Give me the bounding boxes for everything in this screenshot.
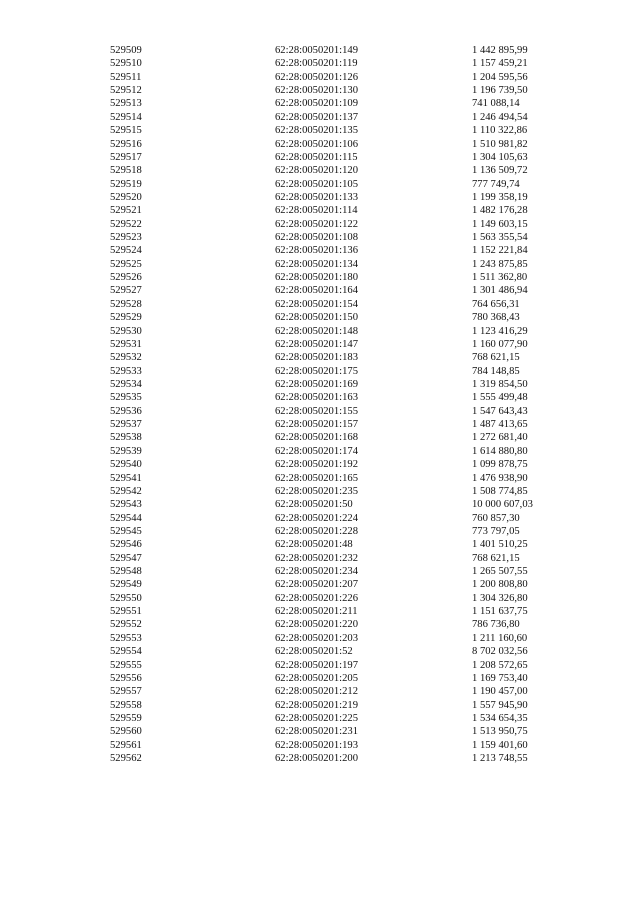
table-row (110, 44, 570, 57)
table-row (110, 124, 570, 137)
row-number: 529515 (110, 125, 142, 137)
cadastral-value: 784 148,85 (472, 365, 520, 377)
cadastral-value: 786 736,80 (472, 619, 520, 631)
table-row (110, 405, 570, 418)
row-number: 529536 (110, 405, 142, 417)
cadastral-value: 1 208 572,65 (472, 659, 528, 671)
cadastral-number: 62:28:0050201:52 (275, 646, 353, 658)
cadastral-number: 62:28:0050201:136 (275, 245, 358, 257)
cadastral-value: 1 169 753,40 (472, 672, 528, 684)
table-row (110, 485, 570, 498)
row-number: 529518 (110, 165, 142, 177)
cadastral-value: 1 246 494,54 (472, 111, 528, 123)
cadastral-value: 773 797,05 (472, 525, 520, 537)
table-row (110, 311, 570, 324)
cadastral-number: 62:28:0050201:105 (275, 178, 358, 190)
cadastral-number: 62:28:0050201:135 (275, 125, 358, 137)
row-number: 529546 (110, 539, 142, 551)
row-number: 529555 (110, 659, 142, 671)
cadastral-number: 62:28:0050201:224 (275, 512, 358, 524)
row-number: 529516 (110, 138, 142, 150)
cadastral-number: 62:28:0050201:200 (275, 753, 358, 765)
row-number: 529534 (110, 378, 142, 390)
table-row (110, 365, 570, 378)
table-row (110, 258, 570, 271)
table-row (110, 592, 570, 605)
cadastral-number: 62:28:0050201:169 (275, 378, 358, 390)
table-row (110, 632, 570, 645)
row-number: 529529 (110, 312, 142, 324)
cadastral-number: 62:28:0050201:148 (275, 325, 358, 337)
cadastral-number: 62:28:0050201:212 (275, 686, 358, 698)
cadastral-number: 62:28:0050201:137 (275, 111, 358, 123)
row-number: 529558 (110, 699, 142, 711)
cadastral-value: 1 304 105,63 (472, 151, 528, 163)
table-row (110, 685, 570, 698)
table-row (110, 725, 570, 738)
table-row (110, 191, 570, 204)
row-number: 529538 (110, 432, 142, 444)
row-number: 529553 (110, 632, 142, 644)
table-row (110, 672, 570, 685)
cadastral-value: 1 196 739,50 (472, 85, 528, 97)
cadastral-number: 62:28:0050201:205 (275, 672, 358, 684)
cadastral-value: 1 563 355,54 (472, 232, 528, 244)
cadastral-value: 1 211 160,60 (472, 632, 528, 644)
table-row (110, 472, 570, 485)
cadastral-number: 62:28:0050201:192 (275, 459, 358, 471)
row-number: 529510 (110, 58, 142, 70)
row-number: 529542 (110, 485, 142, 497)
cadastral-value: 1 136 509,72 (472, 165, 528, 177)
row-number: 529528 (110, 298, 142, 310)
table-row (110, 431, 570, 444)
table-row (110, 97, 570, 110)
table-row (110, 578, 570, 591)
cadastral-number: 62:28:0050201:193 (275, 739, 358, 751)
row-number: 529551 (110, 606, 142, 618)
row-number: 529535 (110, 392, 142, 404)
table-row (110, 525, 570, 538)
cadastral-value: 1 265 507,55 (472, 566, 528, 578)
table-row (110, 538, 570, 551)
table-row (110, 391, 570, 404)
table-row (110, 752, 570, 765)
table-row (110, 271, 570, 284)
table-row (110, 445, 570, 458)
cadastral-value: 1 149 603,15 (472, 218, 528, 230)
row-number: 529531 (110, 338, 142, 350)
table-row (110, 151, 570, 164)
row-number: 529562 (110, 753, 142, 765)
cadastral-number: 62:28:0050201:228 (275, 525, 358, 537)
table-row (110, 712, 570, 725)
cadastral-value: 1 213 748,55 (472, 753, 528, 765)
cadastral-value: 768 621,15 (472, 552, 520, 564)
cadastral-number: 62:28:0050201:48 (275, 539, 353, 551)
cadastral-value: 760 857,30 (472, 512, 520, 524)
cadastral-number: 62:28:0050201:155 (275, 405, 358, 417)
cadastral-value: 1 547 643,43 (472, 405, 528, 417)
cadastral-number: 62:28:0050201:126 (275, 71, 358, 83)
cadastral-value: 1 401 510,25 (472, 539, 528, 551)
cadastral-number: 62:28:0050201:115 (275, 151, 358, 163)
table-row (110, 218, 570, 231)
row-number: 529554 (110, 646, 142, 658)
row-number: 529560 (110, 726, 142, 738)
row-number: 529513 (110, 98, 142, 110)
cadastral-value: 1 243 875,85 (472, 258, 528, 270)
cadastral-number: 62:28:0050201:157 (275, 419, 358, 431)
cadastral-value: 777 749,74 (472, 178, 520, 190)
row-number: 529521 (110, 205, 142, 217)
table-row (110, 605, 570, 618)
cadastral-number: 62:28:0050201:175 (275, 365, 358, 377)
table-row (110, 498, 570, 511)
row-number: 529524 (110, 245, 142, 257)
cadastral-number: 62:28:0050201:197 (275, 659, 358, 671)
row-number: 529547 (110, 552, 142, 564)
cadastral-value: 1 442 895,99 (472, 45, 528, 56)
row-number: 529527 (110, 285, 142, 297)
row-number: 529544 (110, 512, 142, 524)
cadastral-number: 62:28:0050201:108 (275, 232, 358, 244)
table-row (110, 57, 570, 70)
cadastral-number: 62:28:0050201:232 (275, 552, 358, 564)
cadastral-value: 768 621,15 (472, 352, 520, 364)
cadastral-number: 62:28:0050201:226 (275, 592, 358, 604)
cadastral-number: 62:28:0050201:147 (275, 338, 358, 350)
cadastral-number: 62:28:0050201:225 (275, 712, 358, 724)
table-row (110, 138, 570, 151)
cadastral-value: 1 319 854,50 (472, 378, 528, 390)
row-number: 529557 (110, 686, 142, 698)
cadastral-value: 1 152 221,84 (472, 245, 528, 257)
cadastral-value: 1 557 945,90 (472, 699, 528, 711)
cadastral-number: 62:28:0050201:203 (275, 632, 358, 644)
cadastral-number: 62:28:0050201:220 (275, 619, 358, 631)
cadastral-value-table (110, 44, 570, 765)
cadastral-number: 62:28:0050201:180 (275, 272, 358, 284)
cadastral-number: 62:28:0050201:150 (275, 312, 358, 324)
cadastral-value: 1 190 457,00 (472, 686, 528, 698)
row-number: 529512 (110, 85, 142, 97)
cadastral-value: 8 702 032,56 (472, 646, 528, 658)
table-row (110, 204, 570, 217)
cadastral-number: 62:28:0050201:168 (275, 432, 358, 444)
table-row (110, 565, 570, 578)
row-number: 529550 (110, 592, 142, 604)
table-row (110, 71, 570, 84)
table-row (110, 284, 570, 297)
cadastral-value: 1 614 880,80 (472, 445, 528, 457)
row-number: 529532 (110, 352, 142, 364)
table-row (110, 418, 570, 431)
cadastral-number: 62:28:0050201:183 (275, 352, 358, 364)
cadastral-number: 62:28:0050201:163 (275, 392, 358, 404)
cadastral-number: 62:28:0050201:231 (275, 726, 358, 738)
row-number: 529545 (110, 525, 142, 537)
cadastral-number: 62:28:0050201:133 (275, 191, 358, 203)
row-number: 529519 (110, 178, 142, 190)
table-row (110, 338, 570, 351)
cadastral-value: 1 534 654,35 (472, 712, 528, 724)
table-row (110, 298, 570, 311)
row-number: 529537 (110, 419, 142, 431)
cadastral-number: 62:28:0050201:207 (275, 579, 358, 591)
cadastral-number: 62:28:0050201:164 (275, 285, 358, 297)
row-number: 529549 (110, 579, 142, 591)
cadastral-value: 1 160 077,90 (472, 338, 528, 350)
cadastral-number: 62:28:0050201:234 (275, 566, 358, 578)
row-number: 529526 (110, 272, 142, 284)
row-number: 529517 (110, 151, 142, 163)
cadastral-number: 62:28:0050201:122 (275, 218, 358, 230)
table-row (110, 512, 570, 525)
cadastral-number: 62:28:0050201:114 (275, 205, 358, 217)
cadastral-value: 1 301 486,94 (472, 285, 528, 297)
cadastral-value: 1 508 774,85 (472, 485, 528, 497)
table-row (110, 84, 570, 97)
row-number: 529509 (110, 45, 142, 56)
table-row (110, 231, 570, 244)
table-row (110, 378, 570, 391)
cadastral-value: 1 151 637,75 (472, 606, 528, 618)
cadastral-value: 1 304 326,80 (472, 592, 528, 604)
table-row (110, 111, 570, 124)
table-row (110, 178, 570, 191)
table-row (110, 244, 570, 257)
cadastral-value: 1 272 681,40 (472, 432, 528, 444)
cadastral-value: 1 199 358,19 (472, 191, 528, 203)
cadastral-number: 62:28:0050201:130 (275, 85, 358, 97)
cadastral-value: 1 110 322,86 (472, 125, 528, 137)
cadastral-number: 62:28:0050201:50 (275, 499, 353, 511)
row-number: 529520 (110, 191, 142, 203)
row-number: 529530 (110, 325, 142, 337)
cadastral-number: 62:28:0050201:149 (275, 45, 358, 56)
row-number: 529511 (110, 71, 142, 83)
row-number: 529525 (110, 258, 142, 270)
cadastral-value: 1 487 413,65 (472, 419, 528, 431)
table-row (110, 458, 570, 471)
cadastral-value: 764 656,31 (472, 298, 520, 310)
cadastral-value: 1 513 950,75 (472, 726, 528, 738)
row-number: 529559 (110, 712, 142, 724)
row-number: 529539 (110, 445, 142, 457)
cadastral-value: 10 000 607,03 (472, 499, 533, 511)
cadastral-value: 1 511 362,80 (472, 272, 528, 284)
row-number: 529540 (110, 459, 142, 471)
cadastral-value: 1 204 595,56 (472, 71, 528, 83)
cadastral-number: 62:28:0050201:109 (275, 98, 358, 110)
table-row (110, 699, 570, 712)
cadastral-number: 62:28:0050201:235 (275, 485, 358, 497)
cadastral-value: 1 200 808,80 (472, 579, 528, 591)
cadastral-value: 1 555 499,48 (472, 392, 528, 404)
cadastral-number: 62:28:0050201:106 (275, 138, 358, 150)
cadastral-value: 1 482 176,28 (472, 205, 528, 217)
row-number: 529514 (110, 111, 142, 123)
cadastral-value: 780 368,43 (472, 312, 520, 324)
cadastral-number: 62:28:0050201:154 (275, 298, 358, 310)
table-row (110, 351, 570, 364)
cadastral-number: 62:28:0050201:174 (275, 445, 358, 457)
table-row (110, 552, 570, 565)
cadastral-number: 62:28:0050201:120 (275, 165, 358, 177)
cadastral-value: 1 510 981,82 (472, 138, 528, 150)
row-number: 529556 (110, 672, 142, 684)
cadastral-value: 1 476 938,90 (472, 472, 528, 484)
table-row (110, 164, 570, 177)
cadastral-number: 62:28:0050201:119 (275, 58, 358, 70)
cadastral-value: 1 099 878,75 (472, 459, 528, 471)
cadastral-number: 62:28:0050201:165 (275, 472, 358, 484)
cadastral-value: 741 088,14 (472, 98, 520, 110)
row-number: 529543 (110, 499, 142, 511)
cadastral-number: 62:28:0050201:211 (275, 606, 358, 618)
table-row (110, 618, 570, 631)
cadastral-value: 1 159 401,60 (472, 739, 528, 751)
row-number: 529533 (110, 365, 142, 377)
row-number: 529522 (110, 218, 142, 230)
table-row (110, 645, 570, 658)
table-row (110, 659, 570, 672)
row-number: 529523 (110, 232, 142, 244)
row-number: 529548 (110, 566, 142, 578)
row-number: 529552 (110, 619, 142, 631)
table-row (110, 739, 570, 752)
cadastral-number: 62:28:0050201:219 (275, 699, 358, 711)
row-number: 529561 (110, 739, 142, 751)
cadastral-number: 62:28:0050201:134 (275, 258, 358, 270)
row-number: 529541 (110, 472, 142, 484)
table-row (110, 325, 570, 338)
cadastral-value: 1 157 459,21 (472, 58, 528, 70)
cadastral-value: 1 123 416,29 (472, 325, 528, 337)
